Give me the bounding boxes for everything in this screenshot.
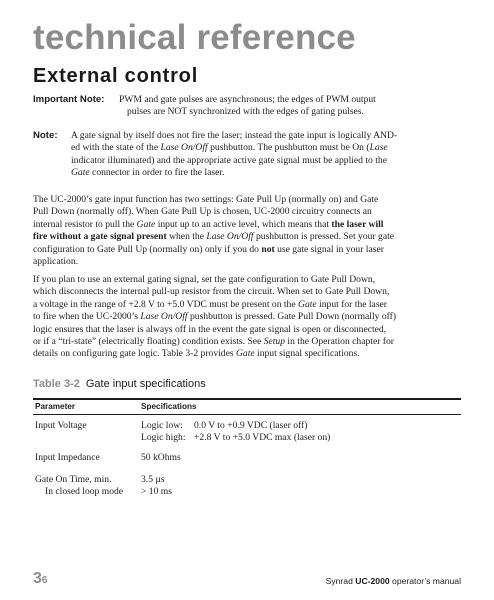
table-cell-parameter: Input Impedance — [35, 452, 100, 463]
paragraph-line: details on configuring gate logic. Table 3-2 provides Gate input signal specifications. — [33, 348, 360, 360]
paragraph-line: or if a “tri-state” (electrically floating) condition exists. See Setup in the Operation chapter for — [33, 336, 394, 348]
table-cell-parameter: Gate On Time, min. — [35, 474, 112, 485]
table-header-parameter: Parameter — [35, 402, 76, 411]
page-index: 6 — [41, 575, 48, 586]
note-line: ed with the state of the Lase On/Off pushbutton. The pushbutton must be On (Lase — [71, 142, 388, 154]
important-note-line: pulses are NOT synchronized with the edges of gating pulses. — [127, 106, 364, 118]
manual-title: Synrad UC-2000 operator’s manual — [325, 576, 461, 586]
body-paragraph-gate-settings — [33, 194, 463, 268]
table-cell-spec-value: > 10 ms — [141, 486, 172, 497]
body-paragraph-gate-pull-down — [33, 274, 463, 361]
table-cell-spec-value: 50 kOhms — [141, 452, 181, 463]
table-header-rule — [33, 414, 461, 415]
table-caption — [33, 379, 206, 390]
note-line: A gate signal by itself does not fire the laser; instead the gate input is logically AND- — [71, 130, 398, 141]
note — [33, 130, 463, 182]
page-chapter: 3 — [33, 570, 42, 587]
paragraph-line: Pull Down (normally off). When Gate Pull Up is chosen, UC-2000 circuitry connects an — [33, 206, 372, 218]
important-note-line: PWM and gate pulses are asynchronous; the edges of PWM output — [119, 94, 376, 105]
note-text — [71, 130, 397, 180]
paragraph-line: The UC-2000’s gate input function has two settings: Gate Pull Up (normally on) and Gate — [33, 194, 379, 205]
table-number: Table 3-2 — [33, 378, 80, 390]
important-note — [33, 94, 463, 120]
section-title: External control — [33, 65, 199, 87]
note-line: indicator illuminated) and the appropriate active gate signal must be applied to the — [71, 154, 387, 166]
paragraph-line: logic ensures that the laser is always off in the event the gate signal is open or disconnected, — [33, 323, 387, 335]
table-cell-spec-value: 0.0 V to +0.9 VDC (laser off) — [194, 420, 308, 431]
table-cell-spec-label: Logic low: — [141, 420, 183, 431]
important-note-text — [119, 94, 376, 119]
paragraph-line: configuration to Gate Pull Up (normally on) only if you do not use gate signal in your laser — [33, 243, 384, 255]
paragraph-line: a voltage in the range of +2.8 V to +5.0 VDC must be present on the Gate input for the laser — [33, 298, 388, 310]
table-cell-parameter: In closed loop mode — [45, 486, 124, 497]
note-line: Gate connector in order to fire the laser. — [71, 167, 225, 179]
note-label: Note: — [33, 130, 58, 141]
table-header-specifications: Specifications — [141, 402, 197, 411]
table-cell-spec-label: Logic high: — [141, 432, 186, 443]
paragraph-line: application. — [33, 256, 79, 268]
page-number — [33, 571, 47, 587]
table-caption-text: Gate input specifications — [85, 378, 206, 390]
page-header-title: technical reference — [33, 18, 356, 57]
table-top-rule — [33, 398, 461, 400]
paragraph-line: which disconnects the internal pull-up resistor from the circuit. When set to Gate Pull Down, — [33, 286, 390, 298]
table-cell-parameter: Input Voltage — [35, 420, 87, 431]
paragraph-line: fire without a gate signal present when the Lase On/Off pushbutton is pressed. Set your gate — [33, 231, 395, 243]
table-cell-spec-value: 3.5 µs — [141, 474, 165, 485]
paragraph-line: If you plan to use an external gating signal, set the gate configuration to Gate Pull Down, — [33, 274, 376, 285]
table-cell-spec-value: +2.8 V to +5.0 VDC max (laser on) — [194, 432, 331, 443]
important-note-label: Important Note: — [33, 94, 105, 105]
paragraph-line: to fire when the UC-2000’s Lase On/Off pushbutton is pressed. Gate Pull Down (normally off) — [33, 311, 397, 323]
paragraph-line: internal resistor to pull the Gate input up to an active level, which means that the laser will — [33, 218, 384, 230]
